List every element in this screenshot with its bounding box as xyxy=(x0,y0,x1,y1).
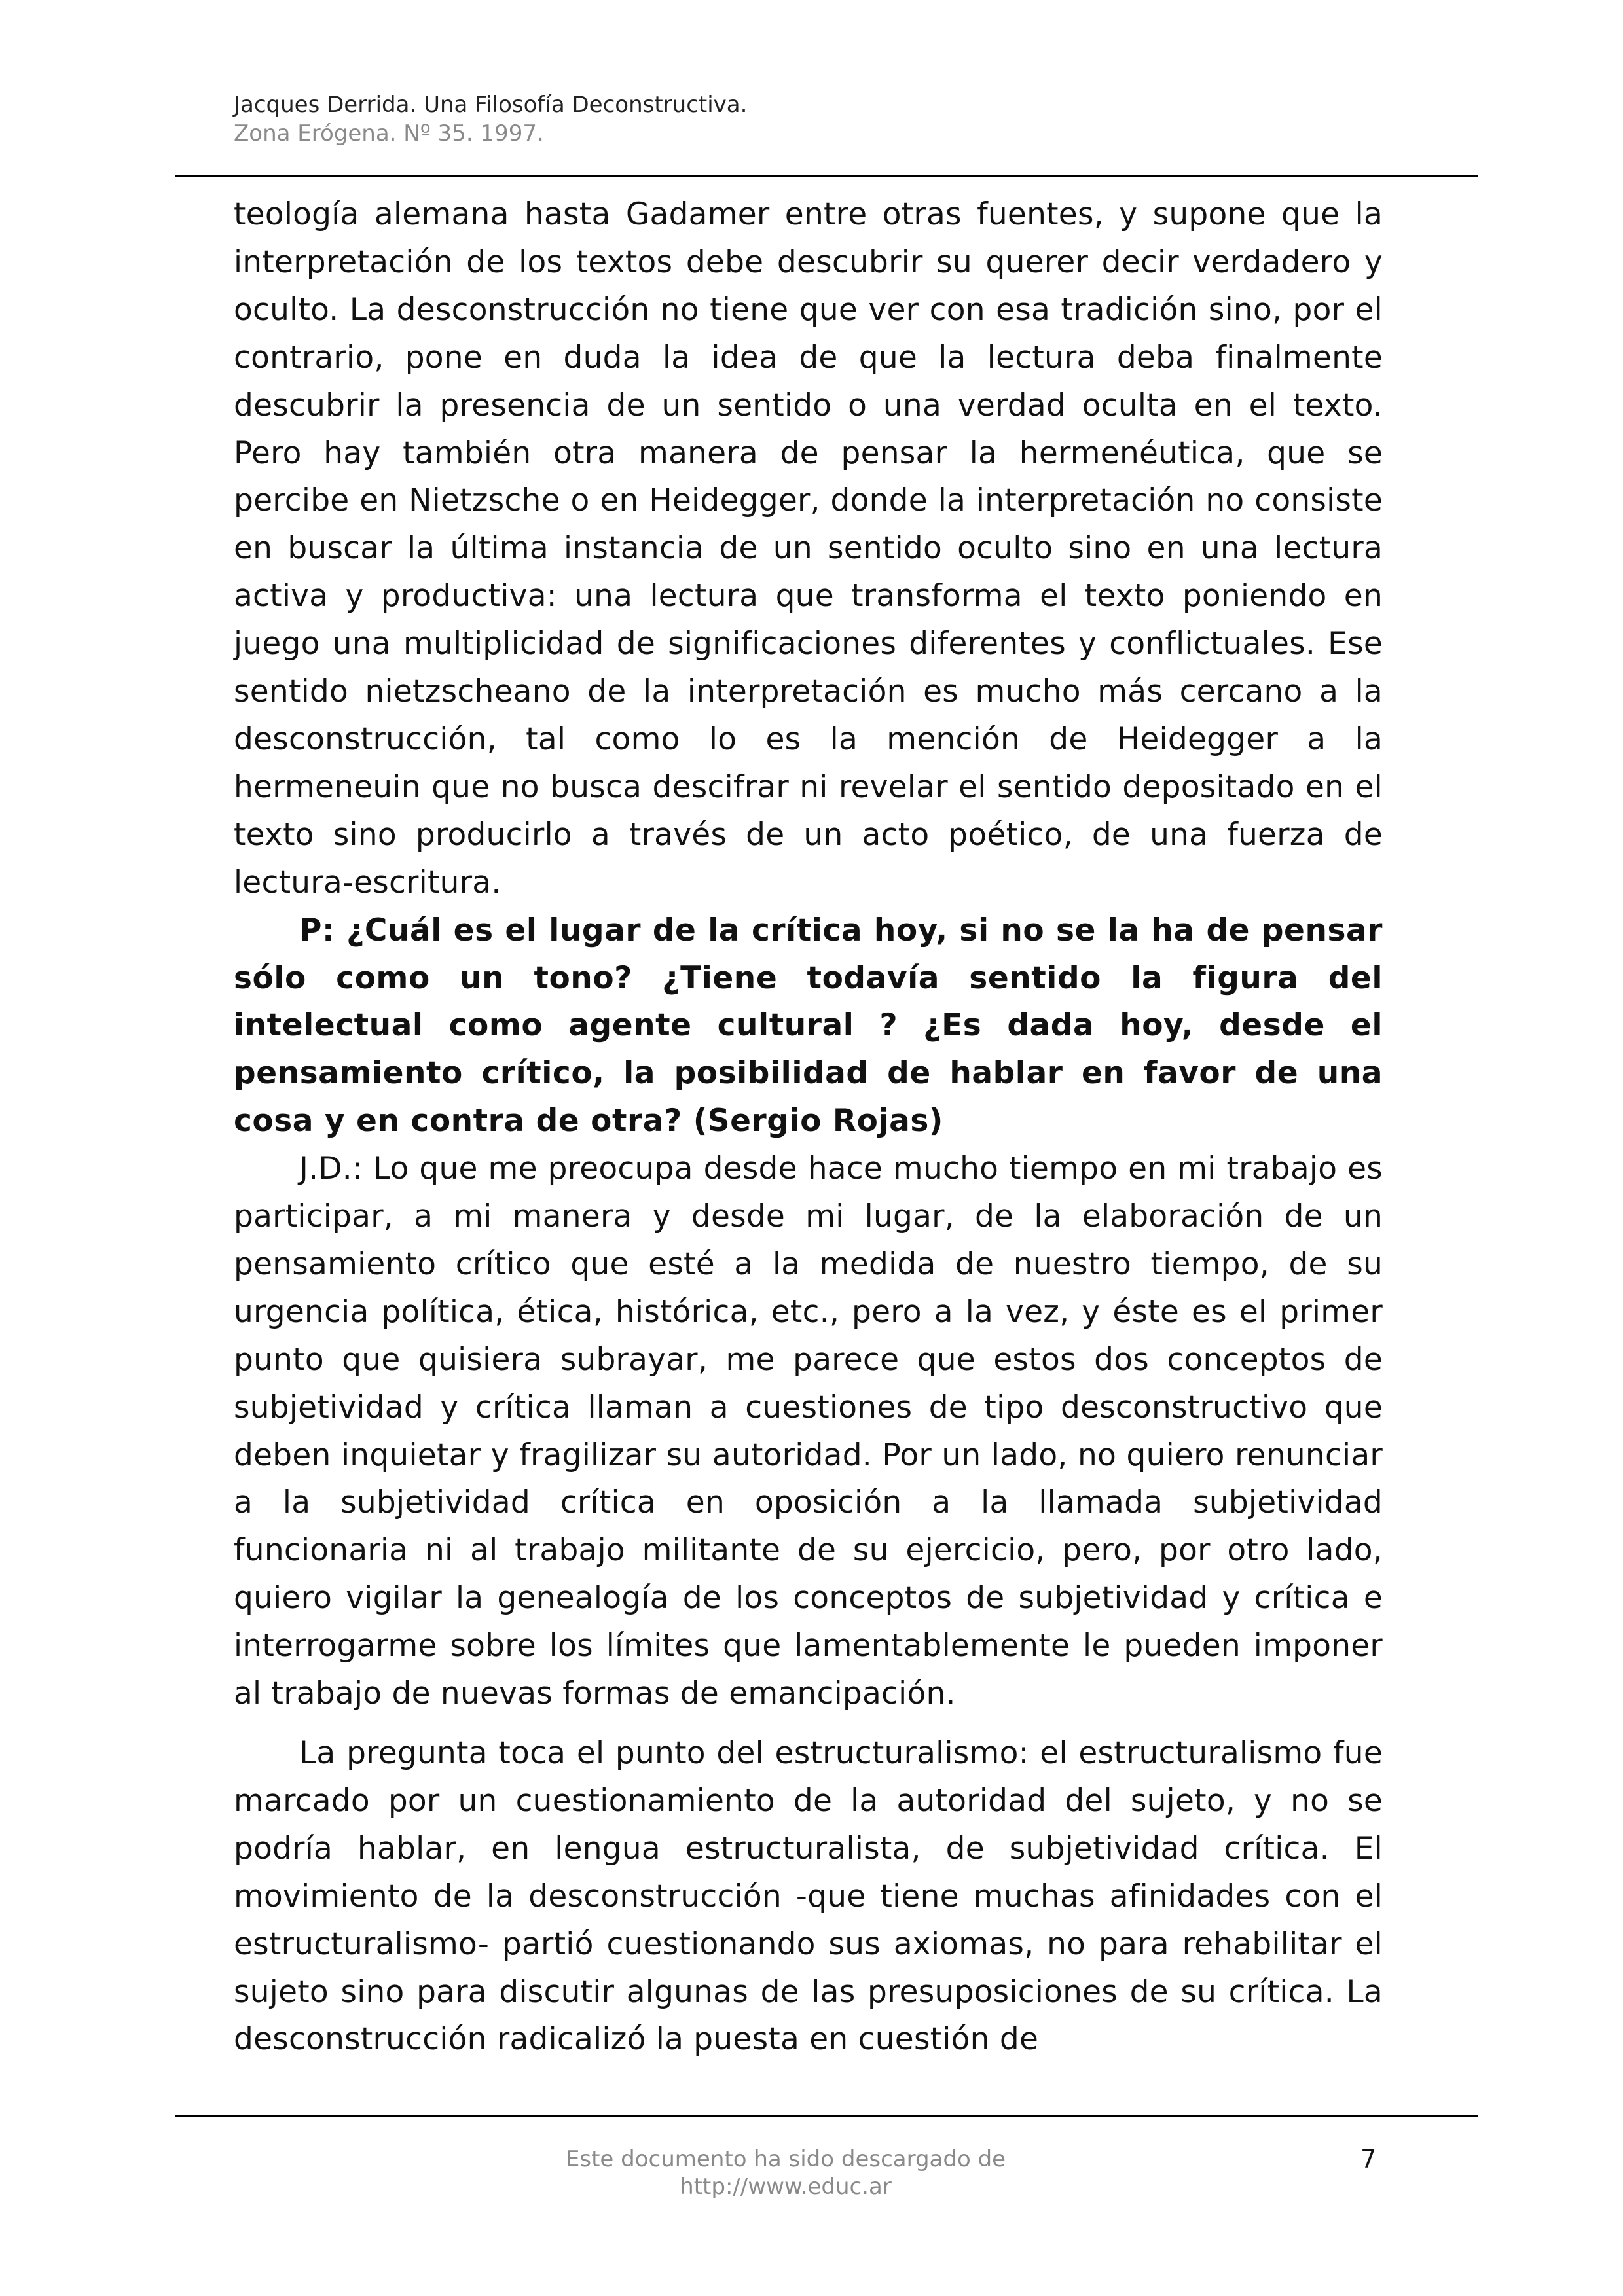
paragraph-structuralism: La pregunta toca el punto del estructuralismo: el estructuralismo fue marcado por un cuestionamiento de la autoridad del sujeto, y no se podría hablar, en lengua estructuralista, de subjetividad crítica. El movimiento de la desconstrucción -que tiene muchas afinidades con el estructuralismo- partió cuestionando sus axiomas, no para rehabilitar el sujeto sino para discutir algunas de las presuposiciones de su crítica. La desconstrucción radicalizó la puesta en cuestión de xyxy=(234,1735,1383,2058)
page-number: 7 xyxy=(1360,2145,1377,2174)
paragraph-hermeneutics: teología alemana hasta Gadamer entre otras fuentes, y supone que la interpretación de los textos debe descubrir su querer decir verdadero y oculto. La desconstrucción no tiene que ver con esa tradición sino, por el contrario, pone en duda la idea de que la lectura deba finalmente descubrir la presencia de un sentido o una verdad oculta en el texto. Pero hay también otra manera de pensar la hermenéutica, que se percibe en Nietzsche o en Heidegger, donde la interpretación no consiste en buscar la última instancia de un sentido oculto sino en una lectura activa y productiva: una lectura que transforma el texto poniendo en juego una multiplicidad de significaciones diferentes y conflictuales. Ese sentido nietzscheano de la interpretación es mucho más cercano a la desconstrucción, tal como lo es la mención de Heidegger a la hermeneuin que no busca descifrar ni revelar el sentido depositado en el texto sino producirlo a través de un acto poético, de una fuerza de lectura-escritura. xyxy=(234,196,1383,901)
download-notice: Este documento ha sido descargado de xyxy=(565,2146,1006,2172)
header-subtitle: Zona Erógena. Nº 35. 1997. xyxy=(234,120,544,147)
running-header xyxy=(234,90,1478,148)
page-body xyxy=(234,191,1383,2064)
header-divider xyxy=(175,175,1478,177)
download-url: http://www.educ.ar xyxy=(680,2174,892,2200)
footer-divider xyxy=(175,2115,1478,2117)
answer-paragraph: J.D.: Lo que me preocupa desde hace mucho tiempo en mi trabajo es participar, a mi manera y desde mi lugar, de la elaboración de un pensamiento crítico que esté a la medida de nuestro tiempo, de su urgencia política, ética, histórica, etc., pero a la vez, y éste es el primer punto que quisiera subrayar, me parece que estos dos conceptos de subjetividad y crítica llaman a cuestiones de tipo desconstructivo que deben inquietar y fragilizar su autoridad. Por un lado, no quiero renunciar a la subjetividad crítica en oposición a la llamada subjetividad funcionaria ni al trabajo militante de su ejercicio, pero, por otro lado, quiero vigilar la genealogía de los conceptos de subjetividad y crítica e interrogarme sobre los límites que lamentablemente le pueden imponer al trabajo de nuevas formas de emancipación. xyxy=(234,1151,1383,1712)
question-sergio-rojas: P: ¿Cuál es el lugar de la crítica hoy, si no se la ha de pensar sólo como un tono? ¿Tiene todavía sentido la figura del intelectual como agente cultural ? ¿Es dada hoy, desde el pensamiento crítico, la posibilidad de hablar en favor de una cosa y en contra de otra? (Sergio Rojas) xyxy=(234,912,1383,1139)
header-title: Jacques Derrida. Una Filosofía Deconstructiva. xyxy=(234,92,748,118)
